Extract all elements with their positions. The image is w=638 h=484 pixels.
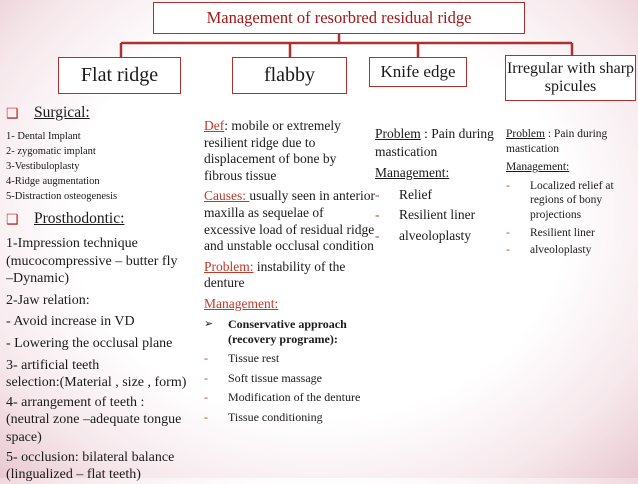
list-item: - Soft tissue massage — [204, 370, 322, 385]
list-item: 1-Impression technique — [6, 236, 138, 251]
flabby-problem: Problem: instability of the denture — [204, 258, 346, 291]
arrow-bullet-icon: ➢ — [204, 317, 214, 330]
flabby-management-heading: Management: — [204, 295, 279, 311]
flabby-definition: Def: mobile or extremely resilient ridge due to displacement of bone by fibrous tissue — [204, 118, 341, 183]
knife-edge-problem: Problem : Pain during mastication — [375, 126, 494, 159]
list-item: (neutral zone –adequate tongue — [6, 412, 182, 428]
conservative-approach: ➢ Conservative approach (recovery programe): — [204, 316, 347, 346]
bullet-icon: ❑ — [6, 213, 19, 228]
list-item: 1- Dental Implant — [6, 131, 81, 142]
irregular-management-list — [506, 179, 634, 258]
prosthodontic-heading: ❑ Prosthodontic: — [6, 210, 125, 228]
list-item: - alveoloplasty — [506, 244, 592, 257]
list-item: - Localized relief at regions of bony projections — [506, 179, 614, 221]
dash-icon: - — [204, 370, 208, 385]
dash-icon: - — [506, 226, 510, 239]
list-item: 4-Ridge augmentation — [6, 176, 100, 187]
list-item: - alveoloplasty — [375, 227, 471, 243]
knife-edge-management-heading: Management: — [375, 165, 450, 180]
dash-icon: - — [506, 244, 510, 257]
list-item: 2- zygomatic implant — [6, 146, 96, 157]
surgical-list — [6, 129, 206, 204]
list-item: (mucocompressive – butter fly — [6, 253, 178, 269]
list-item: space) — [6, 429, 42, 445]
irregular-management-heading: Management: — [506, 161, 570, 174]
list-item: 2-Jaw relation: — [6, 292, 90, 308]
flat-ridge-content — [6, 104, 206, 484]
list-item: 3-Vestibuloplasty — [6, 161, 80, 172]
dash-icon: - — [506, 179, 510, 192]
knife-edge-management-list — [375, 186, 503, 245]
irregular-content — [506, 127, 634, 258]
surgical-heading: ❑ Surgical: — [6, 104, 90, 122]
list-item: selection:(Material , size , form) — [6, 375, 187, 391]
list-item: (lingualized – flat teeth) — [6, 467, 141, 483]
dash-icon: - — [204, 351, 208, 366]
list-item: - Relief — [375, 186, 432, 202]
prosthodontic-list — [6, 235, 206, 484]
dash-icon: - — [204, 409, 208, 424]
list-item: - Modification of the denture — [204, 390, 361, 405]
diagram-title: Management of resorbred residual ridge — [153, 2, 525, 34]
list-item: 5- occlusion: bilateral balance — [6, 449, 175, 465]
category-flat-ridge: Flat ridge — [58, 57, 181, 94]
dash-icon: - — [375, 207, 380, 222]
list-item: 3- artificial teeth — [6, 357, 100, 373]
category-flabby: flabby — [232, 57, 347, 94]
knife-edge-content — [375, 125, 503, 244]
list-item: - Tissue conditioning — [204, 409, 323, 424]
list-item: –Dynamic) — [6, 271, 69, 287]
bullet-icon: ❑ — [6, 107, 19, 122]
dash-icon: - — [375, 186, 380, 202]
irregular-problem: Problem : Pain during mastication — [506, 128, 608, 155]
list-item: - Lowering the occlusal plane — [6, 335, 173, 351]
list-item: - Avoid increase in VD — [6, 314, 135, 330]
list-item: 4- arrangement of teeth : — [6, 394, 145, 410]
flabby-content — [204, 118, 376, 425]
list-item: 5-Distraction osteogenesis — [6, 191, 118, 202]
dash-icon: - — [204, 390, 208, 405]
list-item: - Tissue rest — [204, 351, 280, 366]
category-knife-edge: Knife edge — [369, 57, 467, 87]
flabby-causes: Causes: usually seen in anterior maxilla as sequelae of excessive load of residual ridge and unstable occlusal condition — [204, 188, 375, 254]
flabby-management-list — [204, 351, 376, 425]
list-item: - Resilient liner — [506, 226, 595, 239]
dash-icon: - — [375, 227, 380, 243]
category-irregular: Irregular with sharp spicules — [505, 55, 636, 101]
list-item: - Resilient liner — [375, 207, 476, 222]
